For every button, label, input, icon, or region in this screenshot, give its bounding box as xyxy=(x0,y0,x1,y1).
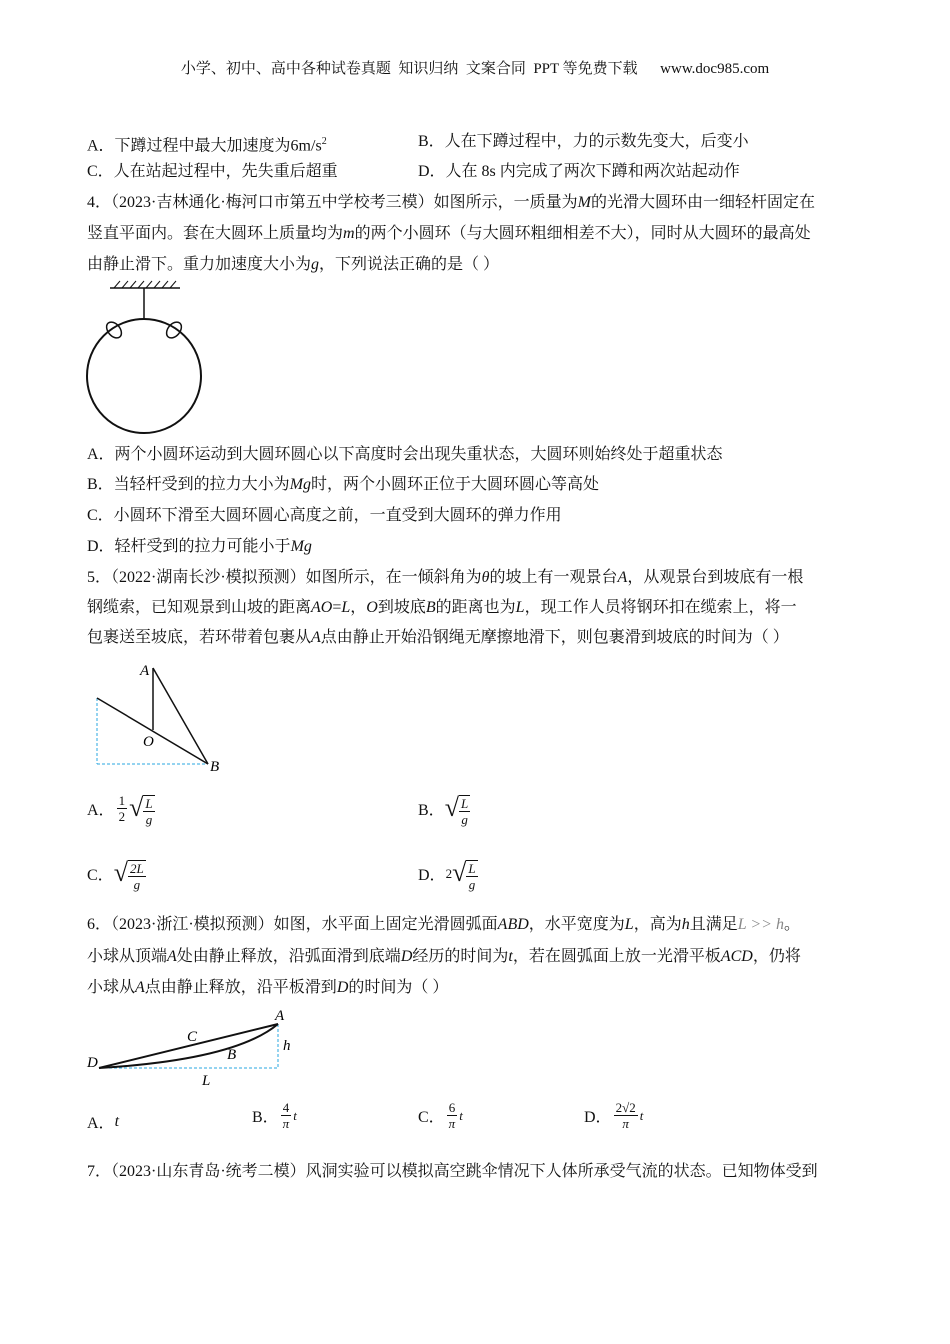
text-line xyxy=(87,978,448,998)
math-variable: ABD xyxy=(497,916,529,933)
text-segment: 小球从 xyxy=(87,979,136,996)
math-variable: Mg xyxy=(290,538,312,555)
text-segment: D．轻杆受到的拉力可能小于 xyxy=(87,538,291,555)
fraction xyxy=(447,1100,458,1131)
label-o: O xyxy=(143,734,154,750)
math-variable: A xyxy=(617,569,628,586)
numerator: 2L xyxy=(129,861,144,876)
variable: t xyxy=(293,1107,297,1123)
math-variable: L xyxy=(624,916,634,933)
q6-option-c[interactable] xyxy=(418,1100,463,1131)
q4-ring-figure xyxy=(80,280,210,435)
q3-option-b: B．人在下蹲过程中，力的示数先变大，后变小 xyxy=(418,133,749,150)
math-variable: m xyxy=(343,225,355,242)
q5-option-b[interactable] xyxy=(418,790,470,827)
denominator: g xyxy=(133,877,141,892)
header-url[interactable]: www.doc985.com xyxy=(660,61,770,77)
label-b: B xyxy=(227,1047,237,1063)
text-segment: 处由静止释放，沿弧面滑到底端 xyxy=(176,948,401,965)
math-variable: A xyxy=(135,979,145,996)
numerator: 2√2 xyxy=(615,1100,636,1115)
q6-option-d[interactable] xyxy=(584,1100,643,1131)
fraction xyxy=(614,1100,638,1131)
q5-slope-figure xyxy=(90,658,230,778)
label-a: A xyxy=(140,663,150,679)
text-segment: C．小圆环下滑至大圆环圆心高度之前，一直受到大圆环的弹力作用 xyxy=(87,507,562,524)
text-line xyxy=(87,598,797,618)
text-segment: 7．（2023·山东青岛·统考二模）风洞实验可以模拟高空跳伞情况下人体所承受气流的状态。已知物体受到 xyxy=(87,1163,818,1180)
text-segment: = xyxy=(332,599,342,616)
text-segment: ，高为 xyxy=(633,916,682,933)
numerator: 6 xyxy=(448,1100,456,1115)
text-segment: 竖直平面内。套在大圆环上质量均为 xyxy=(87,225,344,242)
text-segment: 的坡上有一观景台 xyxy=(489,569,618,586)
variable: t xyxy=(639,1107,644,1123)
text-segment: ，水平宽度为 xyxy=(528,916,625,933)
math-variable: Mg xyxy=(289,476,312,493)
option-label: A． xyxy=(87,1115,115,1132)
label-c: C xyxy=(187,1029,198,1045)
numerator: L xyxy=(145,796,153,811)
text-line xyxy=(87,628,789,648)
text-segment: 且满足 xyxy=(689,916,738,933)
text-segment: 的距离也为 xyxy=(435,599,516,616)
math-variable: ACD xyxy=(720,948,753,965)
text-segment: ，下列说法正确的是（ ） xyxy=(319,256,500,273)
text-segment: 钢缆索，已知观景到山坡的距离 xyxy=(87,599,312,616)
sqrt: √ $\frac{L}{g}$ xyxy=(129,793,153,827)
option-label: D． xyxy=(584,1109,612,1126)
numerator: 1 xyxy=(118,793,126,808)
text-segment: 点由静止开始沿钢绳无摩擦地滑下，则包裹滑到坡底的时间为（ ） xyxy=(320,629,789,646)
option-text: A．下蹲过程中最大加速度为6m/s xyxy=(87,137,322,155)
text-segment: ，若在圆弧面上放一光滑平板 xyxy=(512,948,721,965)
text-segment: 由静止滑下。重力加速度大小为 xyxy=(87,256,312,273)
option-label: B． xyxy=(252,1109,279,1126)
math-variable: h xyxy=(681,916,690,933)
option-label: A． xyxy=(87,802,115,819)
q3-option-c: C．人在站起过程中，先失重后超重 xyxy=(87,163,338,180)
numerator: L xyxy=(460,796,469,811)
math-variable: L xyxy=(341,599,351,616)
math-variable: A xyxy=(167,948,177,965)
math-variable: D xyxy=(336,979,349,996)
sqrt: √ $\frac{L}{g}$ xyxy=(444,793,469,827)
q5-option-c[interactable] xyxy=(87,855,146,892)
text-segment: 5．（2022·湖南长沙·模拟预测）如图所示，在一倾斜角为 xyxy=(87,569,482,586)
variable: t xyxy=(459,1107,463,1123)
text-segment: 到坡底 xyxy=(377,599,426,616)
denominator: 2 xyxy=(118,809,126,824)
text-segment: 4．（2023·吉林通化·梅河口市第五中学校考三模）如图所示，一质量为 xyxy=(87,194,578,211)
q6-arc-figure xyxy=(85,1005,295,1090)
text-line xyxy=(87,568,803,588)
fraction xyxy=(281,1100,292,1131)
text-line xyxy=(87,915,800,935)
fraction xyxy=(117,793,128,824)
label-h: h xyxy=(283,1038,291,1054)
q5-option-a[interactable] xyxy=(87,790,155,827)
label-l: L xyxy=(202,1073,211,1089)
label-b: B xyxy=(210,759,220,775)
option-value: t xyxy=(114,1112,120,1130)
text-line xyxy=(87,537,312,557)
coefficient: 2 xyxy=(445,865,453,881)
text-segment: 小球从顶端 xyxy=(87,948,168,965)
text-line xyxy=(87,445,723,465)
superscript: 2 xyxy=(321,136,327,147)
option-label: D． xyxy=(418,867,446,884)
text-segment: A．两个小圆环运动到大圆环圆心以下高度时会出现失重状态，大圆环则始终处于超重状态 xyxy=(87,446,723,463)
q6-option-a[interactable] xyxy=(87,1110,119,1133)
text-segment: 包裹送至坡底，若环带着包裹从 xyxy=(87,629,312,646)
math-variable: g xyxy=(311,256,320,273)
text-segment: 6．（2023·浙江·模拟预测）如图，水平面上固定光滑圆弧面 xyxy=(87,916,498,933)
math-variable: D xyxy=(400,948,413,965)
denominator: π xyxy=(448,1116,456,1131)
text-segment: 的时间为（ ） xyxy=(348,979,449,996)
math-variable: B xyxy=(425,599,436,616)
numerator: L xyxy=(468,861,476,876)
text-line xyxy=(87,1162,818,1182)
math-variable: L >> h xyxy=(737,916,784,933)
math-variable: θ xyxy=(481,569,490,586)
numerator: 4 xyxy=(282,1100,290,1115)
math-variable: t xyxy=(508,948,513,965)
denominator: g xyxy=(461,812,468,827)
text-line xyxy=(87,193,815,213)
q3-option-a xyxy=(87,132,327,156)
q5-option-d[interactable] xyxy=(418,855,478,892)
text-segment: ， xyxy=(350,599,367,616)
math-variable: A xyxy=(311,629,321,646)
math-variable: M xyxy=(577,194,591,211)
text-line xyxy=(87,224,811,244)
denominator: π xyxy=(622,1116,629,1131)
sqrt: √ $\frac{2L}{g}$ xyxy=(113,858,144,892)
text-segment: ，从观景台到坡底有一根 xyxy=(627,569,804,586)
text-line xyxy=(87,947,801,967)
page-header xyxy=(0,57,950,78)
option-label: C． xyxy=(418,1109,445,1126)
denominator: π xyxy=(282,1116,290,1131)
text-segment: 的光滑大圆环由一细轻杆固定在 xyxy=(591,194,816,211)
option-label: B． xyxy=(418,802,445,819)
math-variable: L xyxy=(515,599,525,616)
text-line xyxy=(87,506,562,526)
q3-option-d: D．人在 8s 内完成了两次下蹲和两次站起动作 xyxy=(418,163,740,180)
text-line xyxy=(87,475,599,495)
text-segment: 时，两个小圆环正位于大圆环圆心等高处 xyxy=(311,476,600,493)
denominator: g xyxy=(468,877,476,892)
denominator: g xyxy=(145,812,153,827)
math-variable: O xyxy=(366,599,378,616)
label-a: A xyxy=(275,1008,285,1024)
sqrt: √ $\frac{L}{g}$ xyxy=(452,858,476,892)
math-variable: AO xyxy=(311,599,333,616)
label-d: D xyxy=(87,1055,98,1071)
text-line xyxy=(87,255,499,275)
text-segment: 的两个小圆环（与大圆环粗细相差不大），同时从大圆环的最高处 xyxy=(354,225,811,242)
text-segment: 经历的时间为 xyxy=(412,948,509,965)
text-segment: 点由静止释放，沿平板滑到 xyxy=(144,979,337,996)
text-segment: ，仍将 xyxy=(752,948,801,965)
option-label: C． xyxy=(87,867,114,884)
text-segment: 。 xyxy=(783,916,800,933)
text-segment: B．当轻杆受到的拉力大小为 xyxy=(87,476,290,493)
header-text: 小学、初中、高中各种试卷真题 知识归纳 文案合同 PPT 等免费下载 xyxy=(180,61,638,77)
text-segment: ，现工作人员将钢环扣在缆索上，将一 xyxy=(524,599,797,616)
q6-option-b[interactable] xyxy=(252,1100,297,1131)
